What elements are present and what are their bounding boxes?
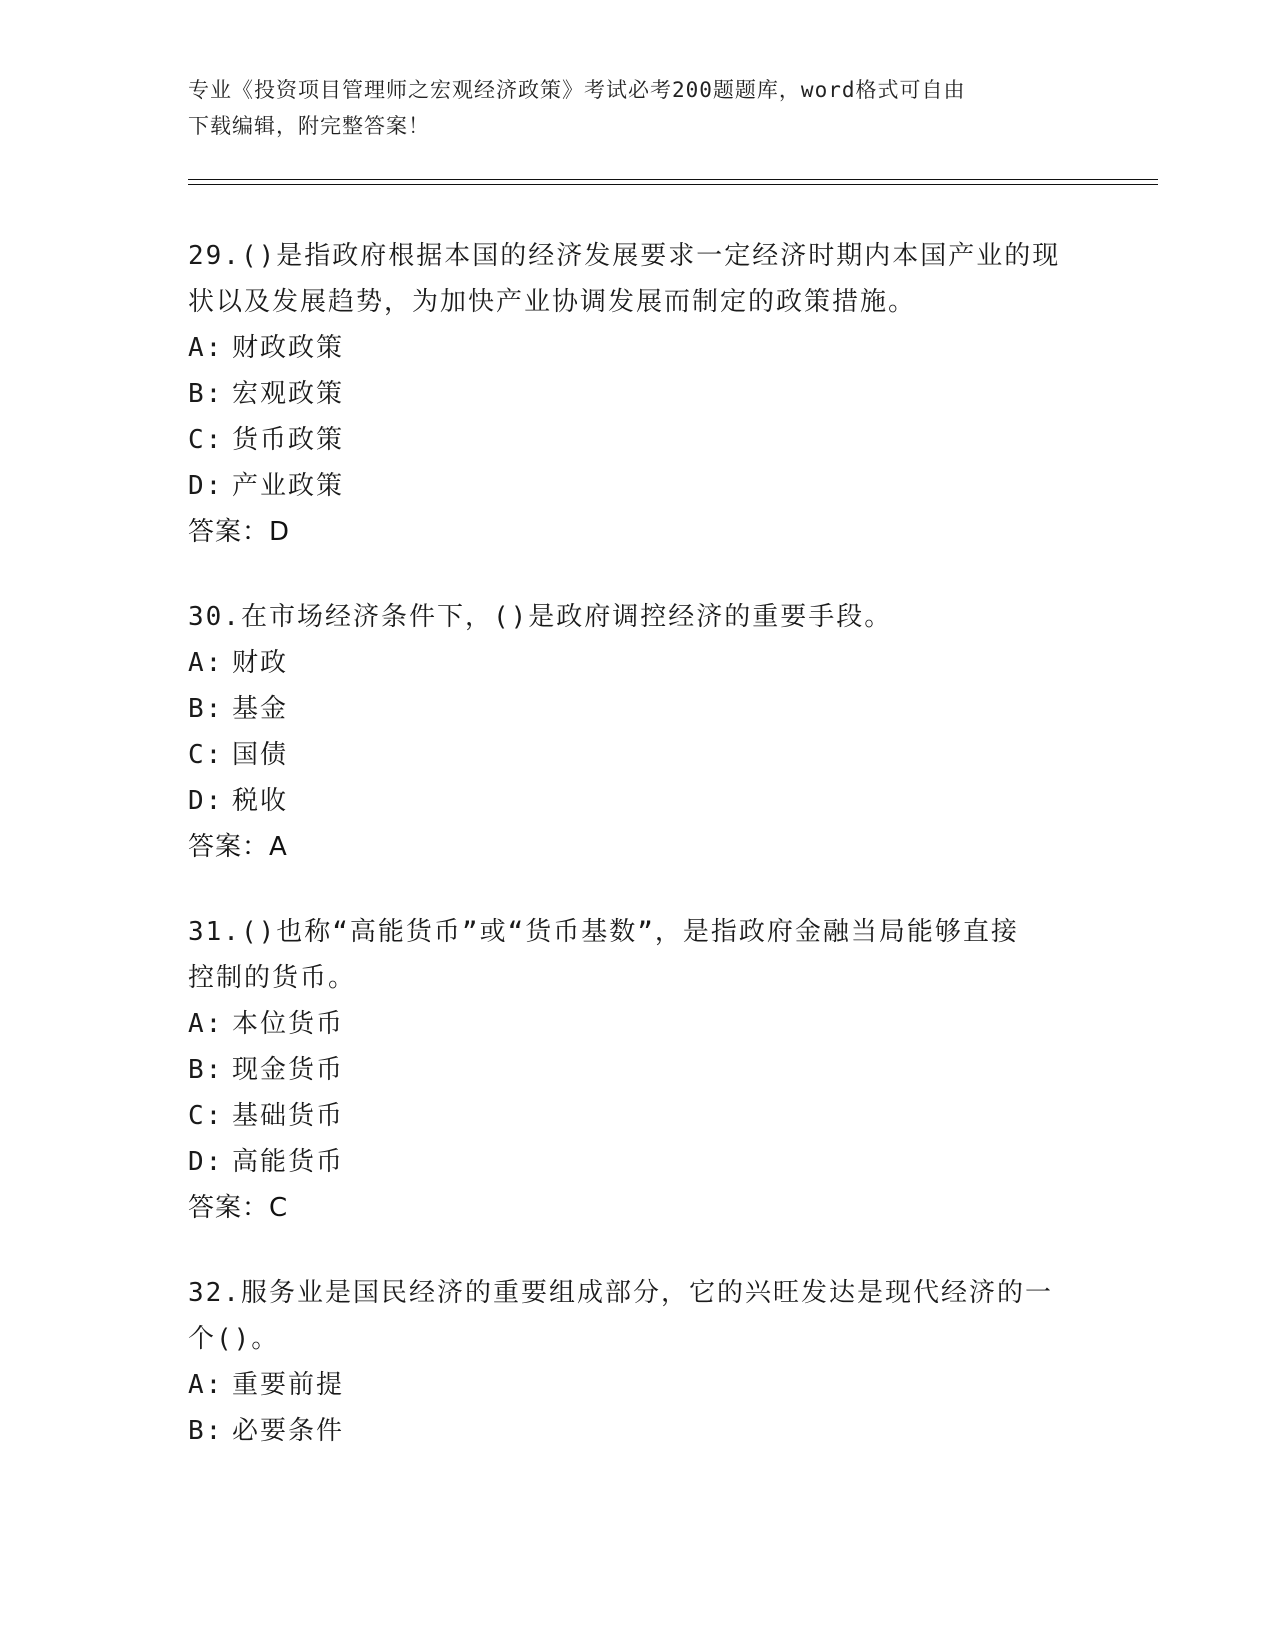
question-stem-line-2: 个()。 xyxy=(188,1324,280,1354)
option-text: 货币政策 xyxy=(232,425,345,455)
question-30 xyxy=(188,594,1088,870)
option-letter: A: xyxy=(188,333,224,363)
option-b xyxy=(188,1408,1088,1454)
option-text: 高能货币 xyxy=(232,1147,345,1177)
option-a xyxy=(188,1362,1088,1408)
question-stem-line-1: 30.在市场经济条件下，()是政府调控经济的重要手段。 xyxy=(188,602,893,632)
option-text: 重要前提 xyxy=(232,1370,345,1400)
answer-line: 答案：A xyxy=(188,832,288,862)
option-letter: A: xyxy=(188,648,224,678)
question-31 xyxy=(188,909,1088,1231)
option-letter: C: xyxy=(188,1101,224,1131)
option-text: 财政政策 xyxy=(232,333,345,363)
answer-line: 答案：D xyxy=(188,517,291,547)
option-b xyxy=(188,686,1088,732)
option-d xyxy=(188,463,1088,509)
option-letter: D: xyxy=(188,786,224,816)
option-letter: C: xyxy=(188,425,224,455)
option-letter: B: xyxy=(188,1055,224,1085)
option-text: 税收 xyxy=(232,786,289,816)
question-stem-line-2: 控制的货币。 xyxy=(188,963,357,993)
option-a xyxy=(188,1001,1088,1047)
header-line-1: 专业《投资项目管理师之宏观经济政策》考试必考200题题库，word格式可自由 xyxy=(188,78,966,102)
option-text: 基础货币 xyxy=(232,1101,345,1131)
option-letter: B: xyxy=(188,694,224,724)
option-d xyxy=(188,1139,1088,1185)
option-letter: A: xyxy=(188,1370,224,1400)
option-b xyxy=(188,371,1088,417)
header-divider-bottom xyxy=(188,184,1158,185)
document-header xyxy=(188,72,1088,144)
option-letter: C: xyxy=(188,740,224,770)
option-text: 宏观政策 xyxy=(232,379,345,409)
option-letter: D: xyxy=(188,471,224,501)
option-text: 基金 xyxy=(232,694,289,724)
option-d xyxy=(188,778,1088,824)
question-32 xyxy=(188,1270,1088,1454)
header-line-2: 下载编辑，附完整答案！ xyxy=(188,114,430,138)
question-list xyxy=(188,233,1088,1493)
option-letter: D: xyxy=(188,1147,224,1177)
question-stem-line-1: 29.()是指政府根据本国的经济发展要求一定经济时期内本国产业的现 xyxy=(188,241,1061,271)
option-c xyxy=(188,1093,1088,1139)
option-letter: A: xyxy=(188,1009,224,1039)
option-text: 产业政策 xyxy=(232,471,345,501)
option-text: 现金货币 xyxy=(232,1055,345,1085)
option-text: 本位货币 xyxy=(232,1009,345,1039)
option-a xyxy=(188,325,1088,371)
question-stem-line-1: 32.服务业是国民经济的重要组成部分，它的兴旺发达是现代经济的一 xyxy=(188,1278,1053,1308)
option-c xyxy=(188,732,1088,778)
header-divider-top xyxy=(188,179,1158,180)
option-text: 国债 xyxy=(232,740,289,770)
answer-line: 答案：C xyxy=(188,1193,289,1223)
question-29 xyxy=(188,233,1088,555)
option-a xyxy=(188,640,1088,686)
option-letter: B: xyxy=(188,1416,224,1446)
question-stem-line-2: 状以及发展趋势，为加快产业协调发展而制定的政策措施。 xyxy=(188,287,917,317)
option-letter: B: xyxy=(188,379,224,409)
option-text: 财政 xyxy=(232,648,289,678)
question-stem-line-1: 31.()也称“高能货币”或“货币基数”，是指政府金融当局能够直接 xyxy=(188,917,1019,947)
option-text: 必要条件 xyxy=(232,1416,345,1446)
option-b xyxy=(188,1047,1088,1093)
option-c xyxy=(188,417,1088,463)
